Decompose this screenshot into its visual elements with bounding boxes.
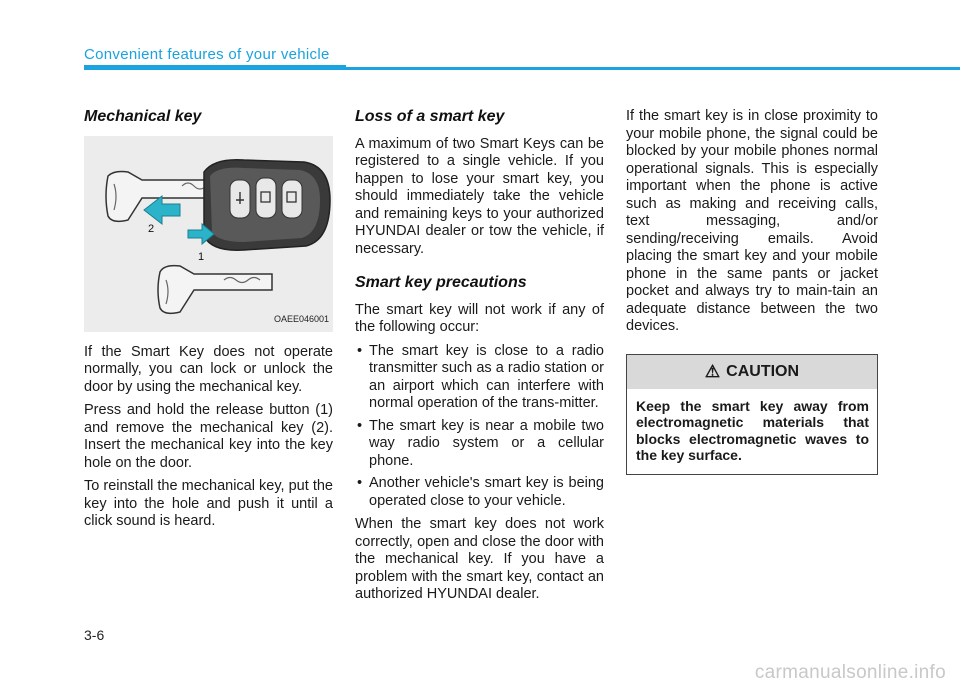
paragraph: To reinstall the mechanical key, put the key into the hole and push it until a click sound is heard. [84, 478, 333, 529]
header-rule [84, 67, 960, 70]
caution-body: Keep the smart key away from electromagnetic materials that blocks electromagnetic waves to the key surface. [636, 397, 869, 463]
key-figure [84, 136, 333, 332]
paragraph: When the smart key does not work correctly, open and close the door with the mechanical key. If you have a problem with the smart key, contact an authorized HYUNDAI dealer. [355, 516, 604, 602]
figure-code: OAEE046001 [273, 314, 329, 324]
section-heading-loss: Loss of a smart key [355, 108, 505, 125]
caution-title: CAUTION [726, 362, 800, 380]
warning-triangle-icon: ⚠ [704, 361, 721, 381]
column-proximity [626, 108, 878, 475]
caution-box [626, 354, 878, 475]
list-item: • Another vehicle's smart key is being operated close to your vehicle. [355, 475, 604, 510]
header-title: Convenient features of your vehicle [84, 46, 330, 63]
list-item: • The smart key is near a mobile two way radio system or a cellular phone. [355, 418, 604, 471]
list-item: • The smart key is close to a radio transmitter such as a radio station or an airport which can interfere with normal operation of the trans-mitter. [355, 343, 604, 413]
paragraph: The smart key will not work if any of the following occur: [355, 301, 604, 335]
figure-label-1: 1 [198, 250, 205, 263]
paragraph: A maximum of two Smart Keys can be registered to a single vehicle. If you happen to lose your smart key, you should immediately take the vehicle and remaining keys to your authorized HYUNDAI dealer or tow the vehicle, if necessary. [355, 135, 604, 257]
page-number: 3-6 [84, 627, 105, 643]
watermark: carmanualsonline.info [754, 662, 946, 683]
column-mechanical-key [84, 108, 333, 537]
precautions-list [355, 343, 604, 511]
paragraph: If the Smart Key does not operate normally, you can lock or unlock the door by using the mechanical key. [84, 343, 333, 395]
paragraph: If the smart key is in close proximity to your mobile phone, the signal could be blocked by your mobile phones normal operational signals. This is especially important when the phone is active such as making and receiving calls, text messaging, and/or sending/receiving emails. Avoid placing the smart key and your mobile phone in the same pants or jacket pocket and always try to main-tain an adequate distance between the two devices. [626, 108, 878, 334]
smart-key-illustration-icon [84, 136, 333, 332]
caution-header [627, 355, 877, 389]
section-heading-mechanical-key: Mechanical key [84, 108, 202, 125]
section-heading-precautions: Smart key precautions [355, 274, 527, 291]
column-smart-key-loss [355, 108, 604, 610]
paragraph: Press and hold the release button (1) and remove the mechanical key (2). Insert the mechanical key into the key hole on the door. [84, 402, 333, 471]
figure-label-2: 2 [148, 222, 155, 235]
